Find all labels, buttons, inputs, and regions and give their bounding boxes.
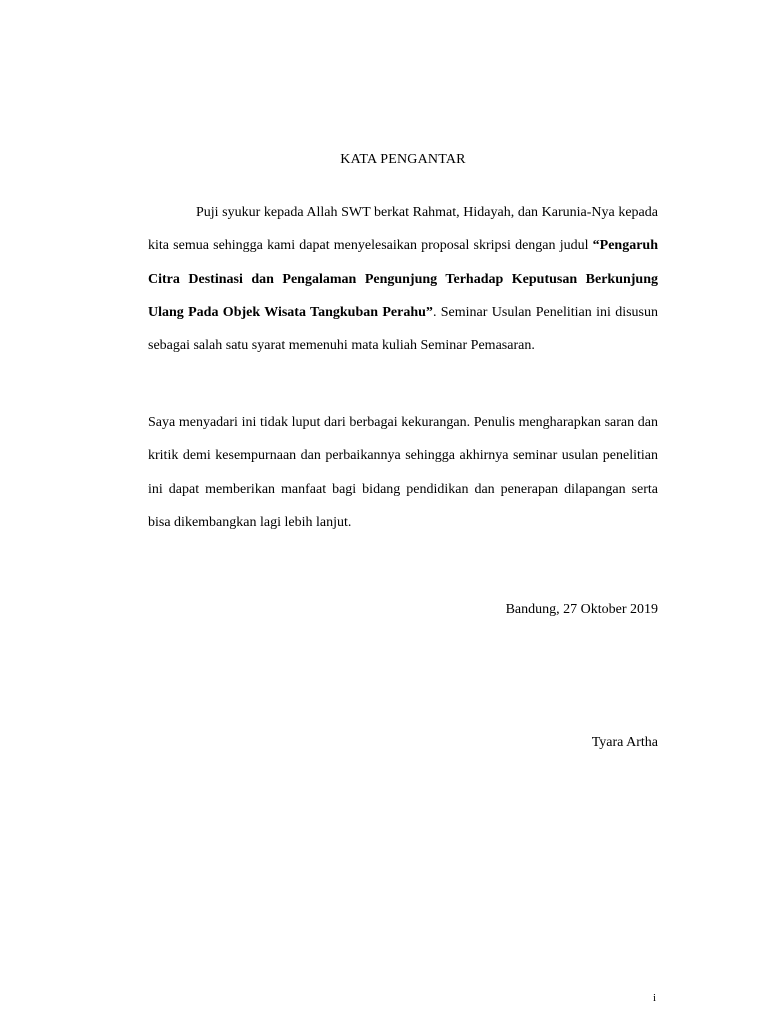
place-date-text: Bandung, 27 Oktober 2019 bbox=[505, 602, 658, 617]
page-number: i bbox=[652, 992, 656, 1004]
paragraph-acknowledgement bbox=[148, 196, 658, 362]
author-name: Tyara Artha bbox=[591, 735, 658, 750]
paragraph-acknowledgement-2: Saya menyadari ini tidak luput dari berbagai kekurangan. Penulis mengharapkan saran dan kritik demi kesempurnaan dan perbaikannya sehingga akhirnya seminar usulan penelitian ini dapat memberikan manfaat bagi bidang pendidikan dan penerapan dilapangan serta bisa dikembangkan lagi lebih lanjut. bbox=[148, 415, 658, 530]
page-title: KATA PENGANTAR bbox=[340, 152, 466, 167]
proposal-title-text: “Pengaruh Citra Destinasi dan Pengalaman Pengunjung Terhadap Keputusan Berkunjung Ulang Pada Objek Wisata Tangkuban Perahu” bbox=[148, 238, 658, 320]
paragraph-intro-text: Puji syukur kepada Allah SWT berkat Rahmat, Hidayah, dan Karunia-Nya kepada kita semua sehingga kami dapat menyelesaikan proposal skripsi dengan judul bbox=[148, 205, 658, 254]
paragraph-rest-text: . Seminar Usulan Penelitian ini disusun sebagai salah satu syarat memenuhi mata kuliah Seminar Pemasaran. bbox=[148, 304, 658, 354]
